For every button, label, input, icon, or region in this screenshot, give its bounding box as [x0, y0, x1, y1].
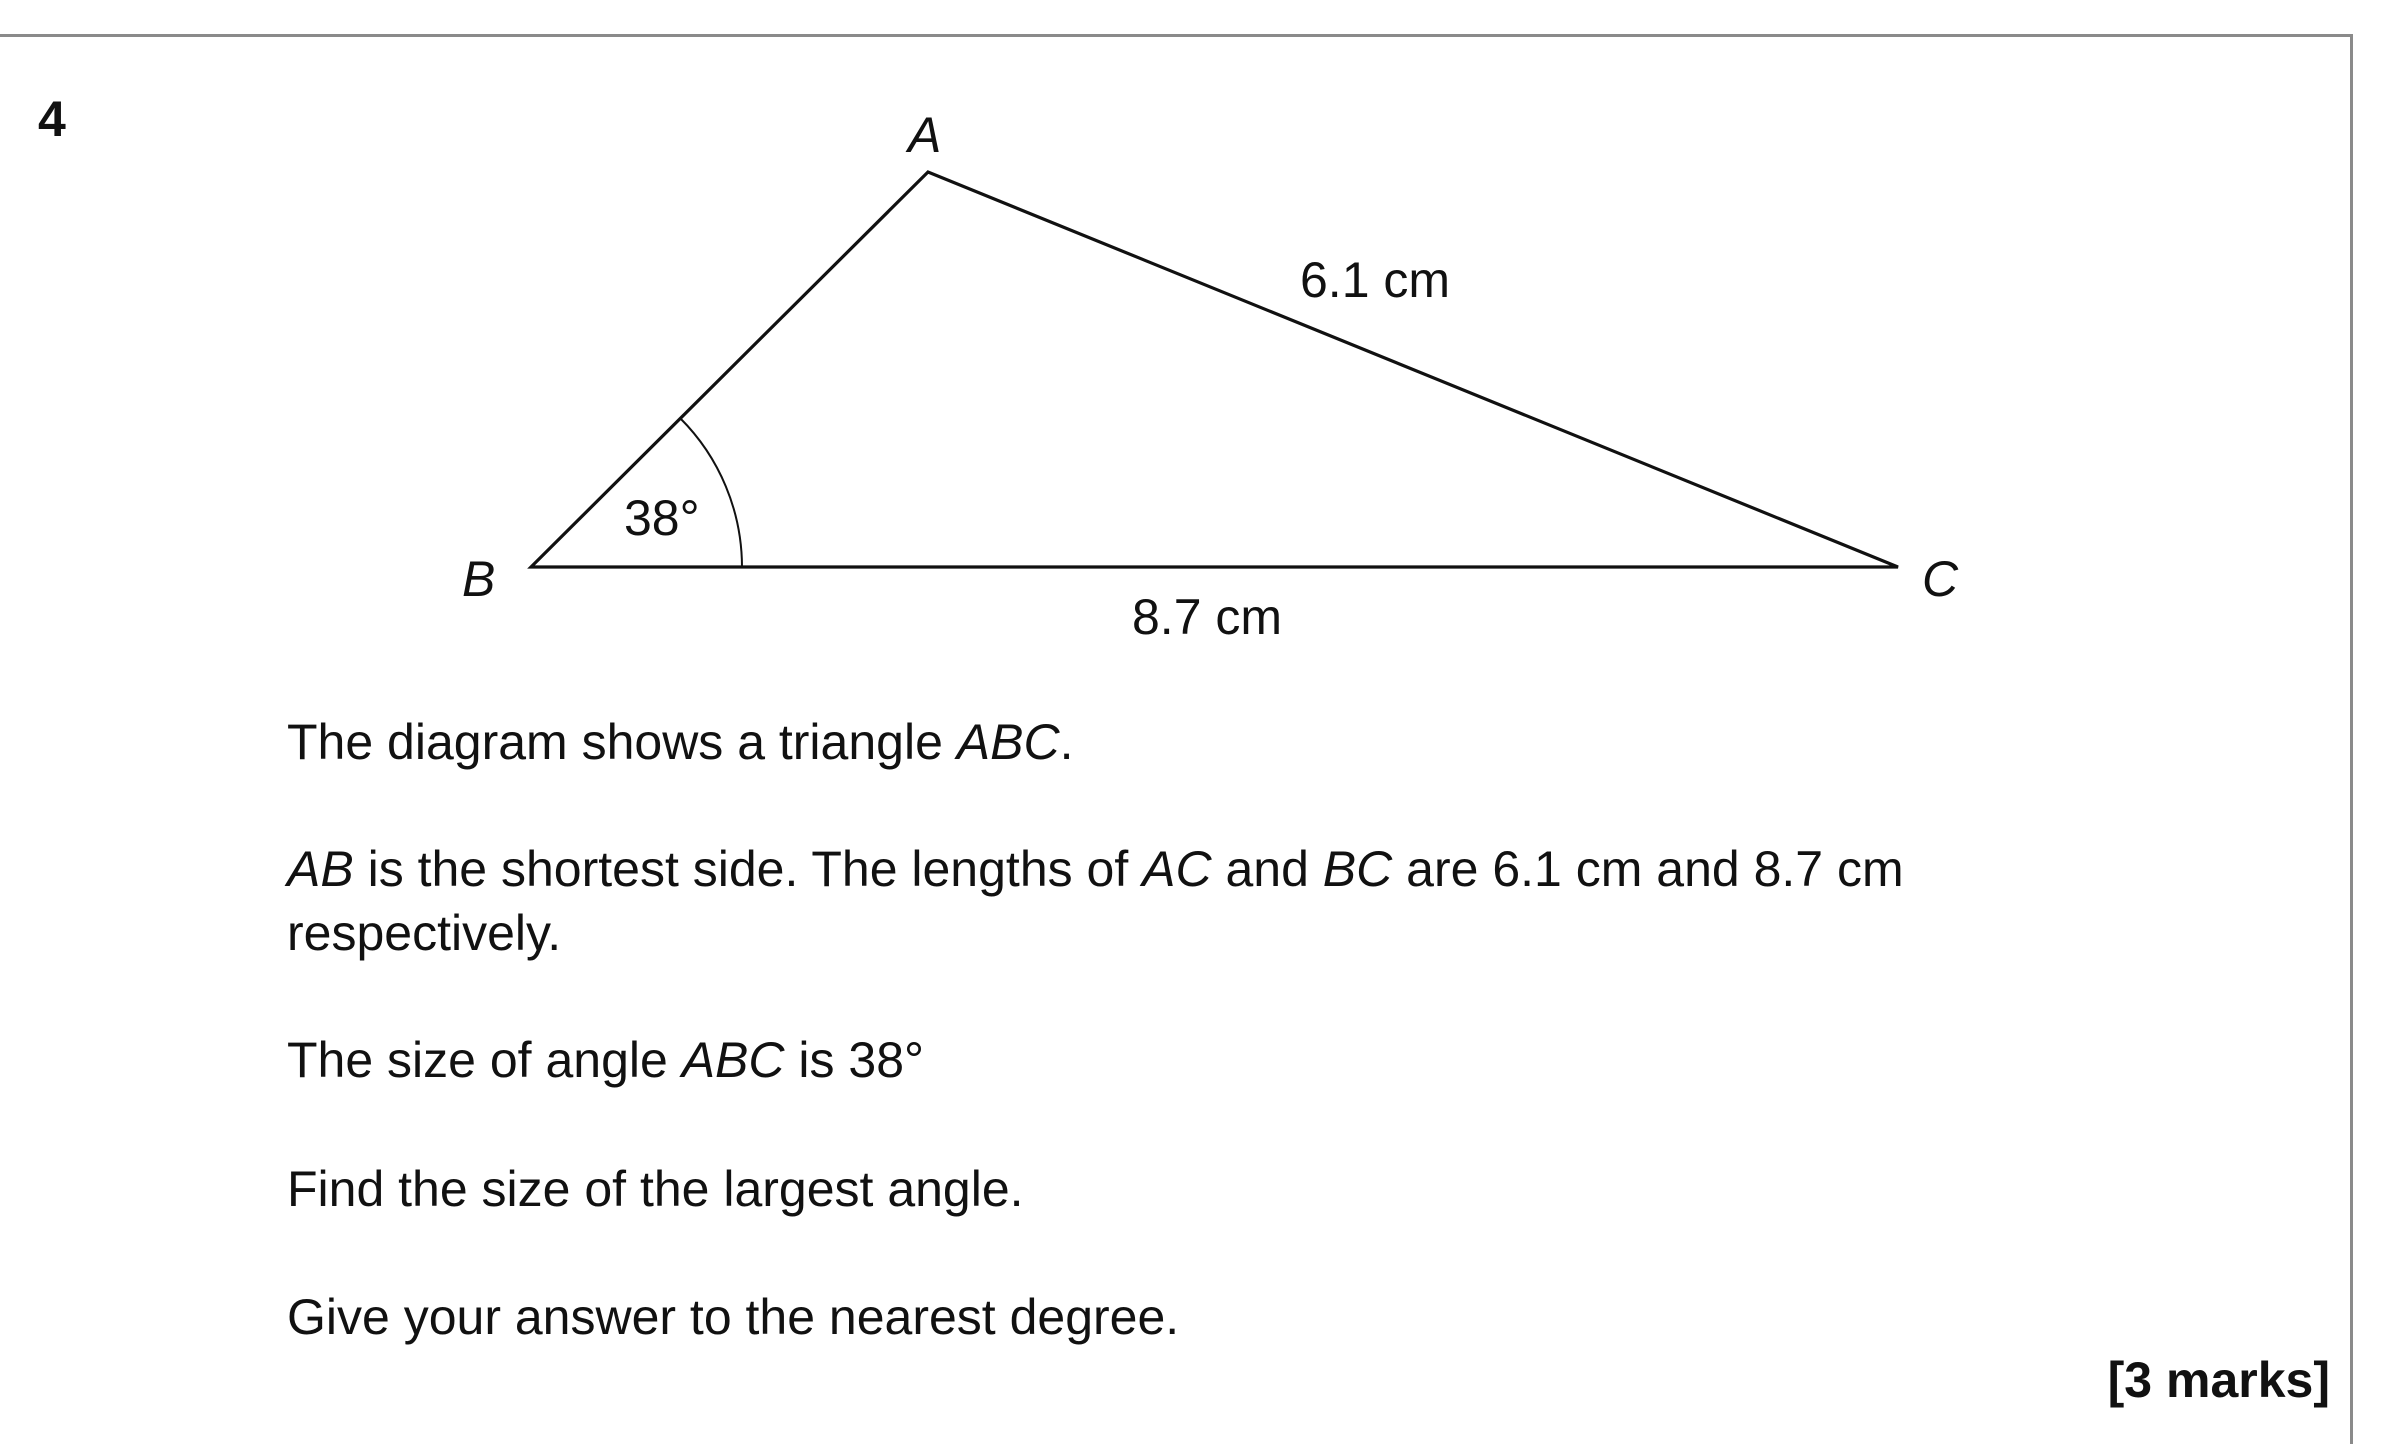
marks-label: [3 marks]: [2107, 1352, 2330, 1408]
paragraph-diagram-intro: [287, 710, 2187, 774]
text-segment: is the shortest side. The lengths of: [353, 841, 1143, 897]
side-ac-length: 6.1 cm: [1300, 252, 1451, 308]
question-number: 4: [38, 91, 66, 147]
paragraph-task: Find the size of the largest angle.: [287, 1161, 1024, 1217]
side-name-ac: AC: [1142, 841, 1212, 897]
triangle-diagram: [0, 0, 2398, 700]
side-name-bc: BC: [1322, 841, 1393, 897]
triangle-abc: [531, 172, 1898, 567]
paragraph-rounding-instruction: Give your answer to the nearest degree.: [287, 1289, 1180, 1345]
triangle-name: ABC: [956, 714, 1060, 770]
side-bc-length: 8.7 cm: [1132, 589, 1283, 645]
paragraph-side-lengths: [287, 837, 2187, 965]
text-segment: is 38°: [784, 1032, 925, 1088]
side-name-ab: AB: [287, 841, 354, 897]
angle-name: ABC: [681, 1032, 785, 1088]
angle-b-size: 38°: [624, 490, 700, 546]
vertex-label-c: C: [1922, 551, 1959, 607]
vertex-label-b: B: [462, 551, 496, 607]
vertex-label-a: A: [908, 107, 942, 163]
text-segment: The diagram shows a triangle: [287, 714, 957, 770]
text-segment: and: [1211, 841, 1323, 897]
text-segment: are 6.1 cm and 8.7 cm respectively.: [287, 841, 1904, 961]
paragraph-angle-size: [287, 1028, 2187, 1092]
text-segment: The size of angle: [287, 1032, 682, 1088]
text-segment: .: [1059, 714, 1074, 770]
